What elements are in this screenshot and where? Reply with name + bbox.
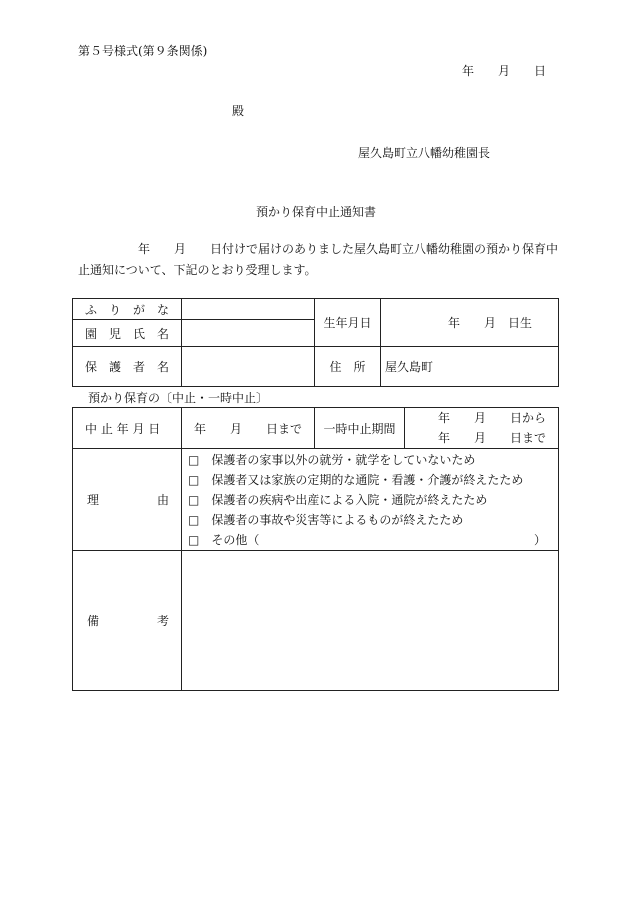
temp-period-label: 一時中止期間 [315,408,405,449]
child-name-label: 園 児 氏 名 [73,320,182,347]
stop-details-table [72,407,559,691]
temp-from: 年 月 日から [437,411,546,425]
address-field[interactable]: 屋久島町 [381,347,559,387]
stop-date-field[interactable]: 年 月 日まで [182,408,315,449]
stop-date-label: 中 止 年 月 日 [73,408,182,449]
birthdate-label: 生年月日 [315,299,381,347]
temp-to: 年 月 日まで [437,431,546,445]
reason-other-close: ） [533,532,546,547]
reason-option[interactable]: □ 保護者又は家族の定期的な通院・看護・介護が終えたため [188,472,524,487]
remarks-label-char-1: 備 [87,614,100,628]
reason-label-char-2: 由 [156,493,169,507]
body-line-2: 止通知について、下記のとおり受理します。 [78,263,317,277]
birthdate-field[interactable]: 年 月 日生 [381,299,559,347]
reason-other-label: □ その他（ [188,532,260,547]
reason-option[interactable]: □ 保護者の事故や災害等によるものが終えたため [188,512,464,527]
address-label: 住 所 [315,347,381,387]
document-title: 預かり保育中止通知書 [256,205,377,219]
issuer-name: 屋久島町立八幡幼稚園長 [358,146,491,160]
applicant-table [72,298,559,387]
furigana-label: ふ り が な [73,299,182,320]
reason-option[interactable]: □ 保護者の疾病や出産による入院・通院が終えたため [188,492,488,507]
furigana-field[interactable] [182,299,315,320]
date-line: 年 月 日 [462,64,547,78]
guardian-field[interactable] [182,347,315,387]
body-line-1: 年 月 日付けで届けのありました屋久島町立八幡幼稚園の預かり保育中 [138,242,559,256]
addressee-suffix: 殿 [232,104,245,118]
reason-options [182,449,559,551]
remarks-field[interactable] [182,551,559,691]
reason-option[interactable]: □ 保護者の家事以外の就労・就学をしていないため [188,452,476,467]
remarks-label [73,551,182,691]
remarks-label-char-2: 考 [156,614,169,628]
reason-label [73,449,182,551]
reason-label-char-1: 理 [87,493,100,507]
form-number: 第５号様式(第９条関係) [78,44,208,58]
temp-period-field[interactable] [405,408,559,449]
section-caption: 預かり保育の〔中止・一時中止〕 [88,391,269,405]
guardian-label: 保 護 者 名 [73,347,182,387]
child-name-field[interactable] [182,320,315,347]
reason-option-other[interactable] [182,530,558,550]
